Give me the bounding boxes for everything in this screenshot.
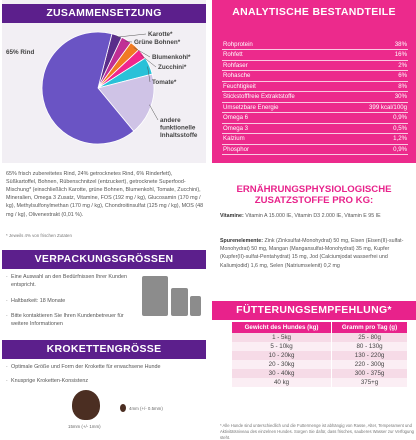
table-row: [232, 369, 408, 378]
packaging-title: VERPACKUNGSGRÖSSEN: [2, 250, 206, 269]
grams-per-day-cell: 300 - 375g: [332, 369, 408, 378]
analysis-table: [222, 39, 408, 155]
composition-panel: [2, 0, 206, 163]
table-row: [222, 39, 408, 50]
kibble-small-image: [120, 404, 126, 412]
dog-weight-cell: 5 - 10kg: [232, 342, 332, 351]
right-column: [212, 0, 416, 440]
kibble-list: [6, 364, 206, 392]
feeding-table: [232, 322, 408, 387]
vitamins-label: Vitamine:: [220, 213, 244, 219]
table-row: [232, 360, 408, 369]
table-row: [222, 102, 408, 113]
analysis-name: Omega 6: [222, 113, 343, 124]
analysis-value: 8%: [343, 81, 408, 92]
analysis-name: Omega 3: [222, 123, 343, 134]
dog-weight-cell: 10 - 20kg: [232, 351, 332, 360]
kibble-large-image: [72, 390, 100, 420]
grams-per-day-cell: 220 - 300g: [332, 360, 408, 369]
analysis-name: Feuchtigkeit: [222, 81, 343, 92]
packaging-list: [6, 274, 136, 337]
list-item: · Eine Auswahl an den Bedürfnissen Ihrer Kunden entspricht.: [6, 274, 136, 290]
list-item: · Haltbarkeit: 18 Monate: [6, 298, 136, 306]
list-item: · Optimale Größe und Form der Krokette für erwachsene Hunde: [6, 364, 206, 372]
table-row: [222, 71, 408, 82]
trace-elements-label: Spurenelemente:: [220, 238, 263, 244]
table-row: [222, 134, 408, 145]
analysis-value: 16%: [343, 50, 408, 61]
analysis-value: 0,9%: [343, 113, 408, 124]
left-column: [2, 0, 206, 440]
table-row: [222, 123, 408, 134]
table-row: [222, 113, 408, 124]
analysis-name: Rohfaser: [222, 60, 343, 71]
pie-label: Tomate*: [152, 79, 177, 86]
dog-weight-cell: 20 - 30kg: [232, 360, 332, 369]
dog-weight-cell: 1 - 5kg: [232, 333, 332, 342]
supplements-title: [212, 184, 416, 206]
analysis-name: Phosphor: [222, 144, 343, 155]
pie-label: andere: [160, 117, 181, 124]
table-row: [232, 351, 408, 360]
bag-large-image: [142, 276, 168, 316]
dog-weight-cell: 40 kg: [232, 378, 332, 387]
kibble-title: KROKETTENGRÖSSE: [2, 340, 206, 359]
pie-label: Blumenkohl*: [152, 54, 191, 61]
vitamins-text: [220, 212, 416, 220]
pie-label: Grüne Bohnen*: [134, 39, 181, 46]
dog-weight-cell: 30 - 40kg: [232, 369, 332, 378]
feeding-title: FÜTTERUNGSEMPFEHLUNG*: [212, 301, 416, 320]
bag-medium-image: [171, 288, 188, 316]
analysis-name: Stickstofffreie Extraktstoffe: [222, 92, 343, 103]
table-row: [222, 60, 408, 71]
analysis-value: 38%: [343, 39, 408, 50]
pie-label: Karotte*: [148, 31, 173, 38]
table-row: [222, 92, 408, 103]
composition-title: ZUSAMMENSETZUNG: [2, 4, 206, 23]
analysis-value: 2%: [343, 60, 408, 71]
table-row: [232, 333, 408, 342]
grams-per-day-cell: 130 - 220g: [332, 351, 408, 360]
pie-leader-line: [116, 34, 146, 37]
table-row: [222, 144, 408, 155]
grams-per-day-cell: 80 - 130g: [332, 342, 408, 351]
grams-per-day-cell: 25 - 80g: [332, 333, 408, 342]
analysis-value: 1,2%: [343, 134, 408, 145]
feeding-col-grams: Gramm pro Tag (g): [332, 322, 408, 333]
analysis-name: Umsetzbare Energie: [222, 102, 343, 113]
composition-pie-chart: [2, 24, 206, 163]
analysis-value: 0,5%: [343, 123, 408, 134]
pie-label: Zucchini*: [158, 64, 187, 71]
analysis-title: ANALYTISCHE BESTANDTEILE: [232, 6, 396, 18]
table-row: [222, 81, 408, 92]
analysis-value: 0,9%: [343, 144, 408, 155]
pie-label: Inhaltsstoffe: [160, 132, 198, 139]
supplements-title-line: ERNÄHRUNGSPHYSIOLOGISCHE: [236, 184, 392, 195]
pie-label: funktionelle: [160, 124, 196, 132]
analysis-value: 6%: [343, 71, 408, 82]
analysis-name: Rohprotein: [222, 39, 343, 50]
grams-per-day-cell: 375+g: [332, 378, 408, 387]
composition-text: 65% frisch zubereitetes Rind, 24% getrocknetes Rind, 6% Rinderfett), Süßkartoffel, Bohnen, Rübenschnitzel (entzuckert), getrocknete Superfood-Mischung* (einschließlich Karotte, grüne Bohnen, Blumenkohl, Tomate, Zucchini), Mineralien, Omega 3 Zusatz, Vitamine, FOS (192 mg / kg), Glucosamin (170 mg / kg), Methylsulfonylmethan (170 mg / kg), Chondroitinsulfat (125 mg / kg), MOS (48 mg / kg), Olivenextrakt (0,01 %).: [6, 171, 204, 218]
vitamins-value: Vitamin A 15.000 IE, Vitamin D3 2.000 IE, Vitamin E 95 IE: [245, 213, 381, 219]
pie-label: 65% Rind: [6, 49, 35, 56]
feeding-note: * Alle Hunde sind unterschiedlich und die Futtermenge ist abhängig von Rasse, Alter, Temperament und Aktivitätsniveau des einzelnen Hundes. Sorgen Sie dafür, dass frisches, sauberes Wasser zur Verfügung steht.: [220, 423, 414, 440]
composition-footnote: * Jeweils 4% von frischen Zutaten: [6, 233, 72, 238]
analysis-name: Rohfett: [222, 50, 343, 61]
pie-leader-line: [149, 105, 158, 120]
bag-small-image: [190, 296, 201, 316]
table-row: [232, 378, 408, 387]
kibble-large-dimension: 15mm (+/- 1mm): [68, 424, 101, 429]
analysis-name: Kalzium: [222, 134, 343, 145]
analysis-value: 399 kcal/100g: [343, 102, 408, 113]
trace-elements-text: [220, 237, 416, 270]
list-item: · Bitte kontaktieren Sie Ihren Kundenbetreuer für weitere Informationen: [6, 313, 136, 329]
analysis-name: Rohasche: [222, 71, 343, 82]
list-item: · Knusprige Kroketten-Konsistenz: [6, 378, 206, 386]
supplements-title-line: ZUSATZSTOFFE PRO KG:: [254, 195, 374, 207]
kibble-small-dimension: 4mm (+/- 0.5mm): [129, 406, 163, 411]
analysis-value: 30%: [343, 92, 408, 103]
analysis-panel: [212, 0, 416, 163]
table-row: [232, 342, 408, 351]
feeding-col-weight: Gewicht des Hundes (kg): [232, 322, 332, 333]
table-row: [222, 50, 408, 61]
trace-elements-value: Zink (Zinksulfat-Monohydrat) 50 mg, Eisen (Eisen(II)-sulfat-Monohydrat) 50 mg, Mangan (Mangansulfat-Monohydrat) 35 mg, Kupfer (Kupfer(II)-sulfat-Pentahydrat) 15 mg, Jod (Calciumjodat wasserfrei und Kaliumjodid) 1,6 mg, Selen (Natriumselenit) 0,2 mg: [220, 238, 404, 269]
